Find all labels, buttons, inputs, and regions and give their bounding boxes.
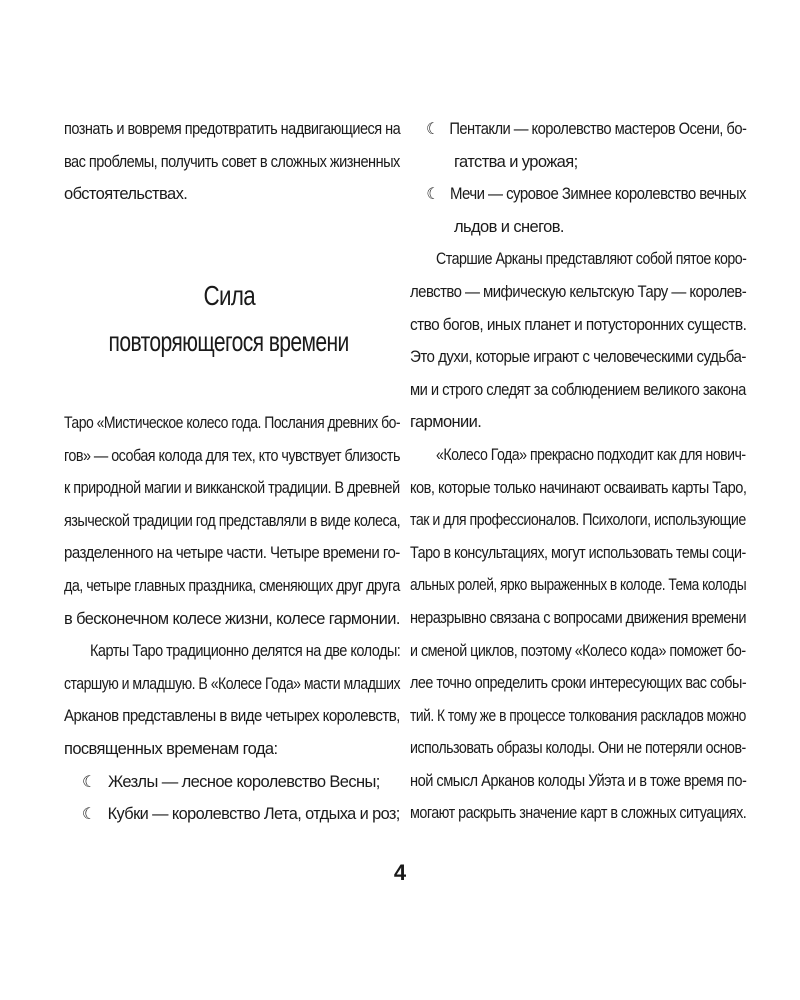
text-line: гов» — особая колода для тех, кто чувствует близость: [64, 446, 400, 465]
text-line: Арканов представлены в виде четырех королевств,: [64, 707, 400, 726]
text-line: Это духи, которые играют с человеческими судьба-: [410, 348, 746, 367]
text-line: тий. К тому же в процессе толкования раскладов можно: [410, 706, 746, 725]
heading-line-1: Сила: [203, 280, 255, 311]
list-item: [64, 798, 404, 831]
text-line: так и для профессионалов. Психологи, использующие: [410, 511, 746, 530]
section-heading: [64, 273, 394, 365]
text-line: Таро в консультациях, могут использовать темы соци-: [410, 543, 746, 562]
text-line: «Колесо Года» прекрасно подходит как для нович-: [436, 445, 746, 464]
text-line: разделенного на четыре части. Четыре времени го-: [64, 544, 400, 563]
crescent-moon-icon: ☾: [426, 121, 439, 138]
text-line: Карты Таро традиционно делятся на две колоды:: [90, 642, 401, 661]
crescent-moon-icon: ☾: [426, 186, 439, 204]
list-item-text: Жезлы — лесное королевство Весны;: [108, 772, 380, 791]
text-line: старшую и младшую. В «Колесе Года» масти младших: [64, 674, 401, 693]
text-line: вас проблемы, получить совет в сложных жизненных: [64, 152, 400, 171]
text-line: и сменой циклов, поэтому «Колесо кода» поможет бо-: [410, 641, 746, 660]
text-line: использовать образы колоды. Они не потеряли основ-: [410, 739, 746, 758]
left-column: [64, 113, 404, 211]
list-item: [64, 766, 404, 799]
text-line: неразрывно связана с вопросами движения времени: [410, 608, 746, 627]
text-line: гармонии.: [410, 413, 482, 432]
text-line: могают раскрыть значение карт в сложных ситуациях.: [410, 804, 747, 823]
text-line: обстоятельствах.: [64, 185, 188, 204]
list-item-continuation: гатства и урожая;: [454, 152, 578, 171]
list-item: [410, 113, 750, 146]
text-line: к природной магии и викканской традиции. В древней: [64, 479, 400, 498]
left-column-body: [64, 407, 404, 831]
list-item-text: Пентакли — королевство мастеров Осени, бо-: [449, 120, 747, 138]
text-line: ми и строго следят за соблюдением великого закона: [410, 380, 746, 399]
text-line: в бесконечном колесе жизни, колесе гармонии.: [64, 609, 400, 628]
text-line: да, четыре главных праздника, сменяющих друг друга: [64, 576, 400, 595]
list-item-text: Кубки — королевство Лета, отдыха и роз;: [107, 805, 400, 824]
crescent-moon-icon: ☾: [82, 773, 96, 791]
text-line: лее точно определить сроки интересующих вас собы-: [410, 674, 747, 693]
heading-line-2: повторяющегося времени: [108, 326, 350, 357]
text-line: ной смысл Арканов колоды Уйэта и в тоже время по-: [410, 771, 747, 790]
right-column: [410, 113, 750, 830]
text-line: альных ролей, ярко выраженных в колоде. Тема колоды: [410, 576, 747, 595]
list-item-text: Мечи — суровое Зимнее королевство вечных: [449, 185, 746, 204]
text-line: познать и вовремя предотвратить надвигающиеся на: [64, 120, 401, 138]
text-line: левство — мифическую кельтскую Тару — королев-: [410, 282, 747, 301]
text-line: Старшие Арканы представляют собой пятое коро-: [436, 250, 747, 269]
page-number: 4: [393, 860, 407, 885]
text-line: ство богов, иных планет и потусторонних существ.: [410, 315, 747, 334]
text-line: языческой традиции год представляли в виде колеса,: [64, 511, 401, 530]
text-line: Таро «Мистическое колесо года. Послания древних бо-: [64, 414, 401, 432]
list-item-continuation: льдов и снегов.: [454, 217, 564, 236]
list-item: [410, 178, 750, 211]
text-line: посвященных временам года:: [64, 739, 278, 758]
crescent-moon-icon: ☾: [81, 806, 96, 824]
text-line: ков, которые только начинают осваивать карты Таро,: [410, 478, 747, 497]
